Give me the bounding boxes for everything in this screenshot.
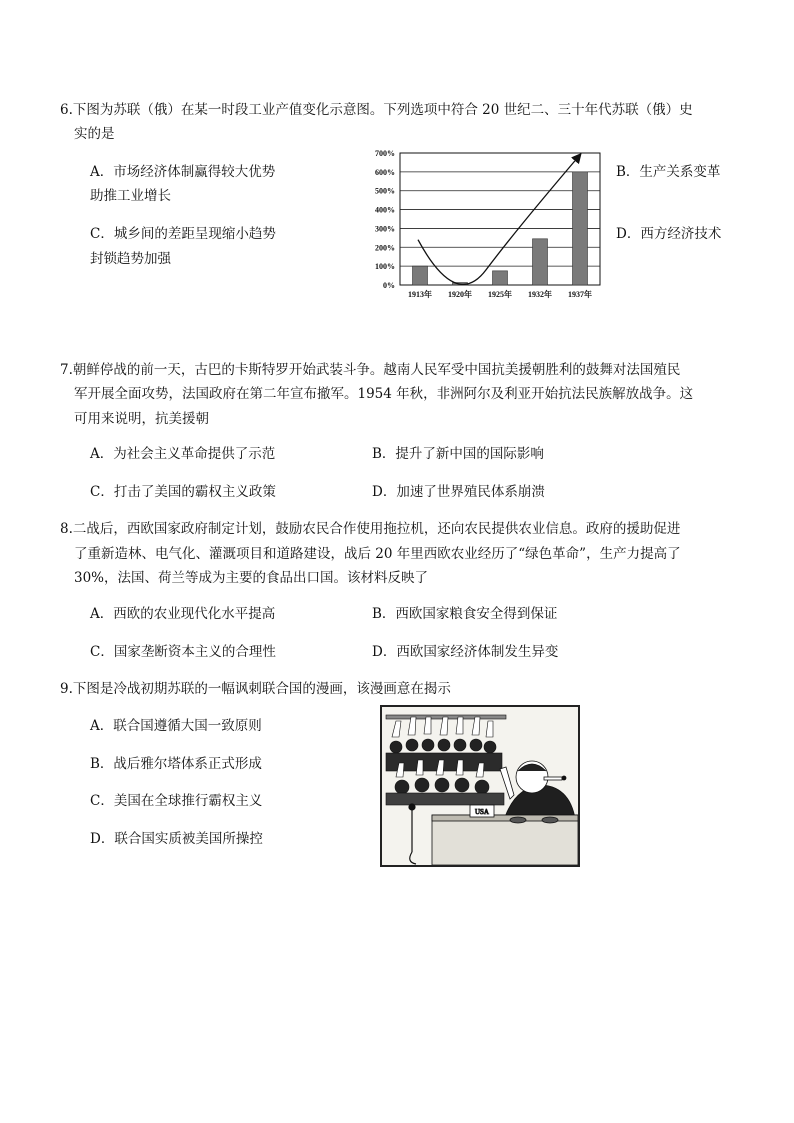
q9-option-c: C．美国在全球推行霸权主义 xyxy=(90,793,263,809)
q9-option-d: D．联合国实质被美国所操控 xyxy=(90,831,263,847)
bar-1925年 xyxy=(493,271,508,285)
q6-stem-line2: 实的是 xyxy=(74,126,115,142)
cartoon-drawing xyxy=(382,707,578,865)
q9-option-b: B．战后雅尔塔体系正式形成 xyxy=(90,756,262,772)
x-tick-label: 1913年 xyxy=(408,290,432,299)
bar-1932年 xyxy=(533,239,548,285)
q8-option-a: A．西欧的农业现代化水平提高 xyxy=(90,606,276,622)
q7-option-c: C．打击了美国的霸权主义政策 xyxy=(90,484,276,500)
q6-option-c-line1: C．城乡间的差距呈现缩小趋势 xyxy=(90,226,276,242)
y-tick-label: 100% xyxy=(375,262,395,272)
trend-arrow xyxy=(418,155,580,285)
q7-option-d: D．加速了世界殖民体系崩溃 xyxy=(372,484,545,500)
q7-stem-line2: 军开展全面攻势，法国政府在第二年宣布撤军。1954 年秋，非洲阿尔及利亚开始抗法民族解放战争。这 xyxy=(74,386,694,402)
un-satire-cartoon xyxy=(380,705,580,867)
x-tick-label: 1932年 xyxy=(528,290,552,299)
q6-option-a-line1: A．市场经济体制赢得较大优势 xyxy=(90,164,276,180)
q8-stem-line2: 了重新造林、电气化、灌溉项目和道路建设，战后 20 年里西欧农业经历了“绿色革命”，生产力提高了 xyxy=(74,546,681,562)
industrial-output-chart xyxy=(355,145,610,305)
y-tick-label: 0% xyxy=(383,281,395,290)
y-tick-label: 200% xyxy=(375,243,395,253)
q6-stem-line1: 6.下图为苏联（俄）在某一时段工业产值变化示意图。下列选项中符合 20 世纪二、三十年代苏联（俄）史 xyxy=(60,102,693,118)
q7-stem-line3: 可用来说明，抗美援朝 xyxy=(74,411,209,427)
chart-y-tick-labels xyxy=(375,149,395,290)
q9-stem: 9.下图是冷战初期苏联的一幅讽刺联合国的漫画，该漫画意在揭示 xyxy=(60,681,451,697)
q6-option-d: D．西方经济技术 xyxy=(616,226,722,242)
chart-x-tick-labels xyxy=(408,289,592,299)
y-tick-label: 300% xyxy=(375,224,395,234)
q6-option-b: B．生产关系变革 xyxy=(616,164,721,180)
y-tick-label: 600% xyxy=(375,167,395,177)
q8-option-d: D．西欧国家经济体制发生异变 xyxy=(372,644,559,660)
bar-1913年 xyxy=(413,266,428,285)
q7-stem-line1: 7.朝鲜停战的前一天，古巴的卡斯特罗开始武装斗争。越南人民军受中国抗美援朝胜利的鼓舞对法国殖民 xyxy=(60,362,681,378)
q6-option-c-line2: 封锁趋势加强 xyxy=(90,251,171,267)
q8-stem-line1: 8.二战后，西欧国家政府制定计划，鼓励农民合作使用拖拉机，还向农民提供农业信息。政府的援助促进 xyxy=(60,521,681,537)
chart-frame xyxy=(400,153,600,285)
bar-1937年 xyxy=(573,172,588,285)
q7-option-a: A．为社会主义革命提供了示范 xyxy=(90,446,276,462)
q8-option-b: B．西欧国家粮食安全得到保证 xyxy=(372,606,558,622)
x-tick-label: 1937年 xyxy=(568,290,592,299)
y-tick-label: 400% xyxy=(375,205,395,215)
q8-stem-line3: 30%，法国、荷兰等成为主要的食品出口国。该材料反映了 xyxy=(74,570,429,586)
chart-grid xyxy=(400,153,600,285)
y-tick-label: 500% xyxy=(375,186,395,196)
cartoon-desk-label: USA xyxy=(474,808,490,816)
q9-option-a: A．联合国遵循大国一致原则 xyxy=(90,718,262,734)
q8-option-c: C．国家垄断资本主义的合理性 xyxy=(90,644,276,660)
x-tick-label: 1920年 xyxy=(448,290,472,299)
q7-option-b: B．提升了新中国的国际影响 xyxy=(372,446,544,462)
y-tick-label: 700% xyxy=(375,149,395,158)
x-tick-label: 1925年 xyxy=(488,290,512,299)
q6-option-a-line2: 助推工业增长 xyxy=(90,188,171,204)
